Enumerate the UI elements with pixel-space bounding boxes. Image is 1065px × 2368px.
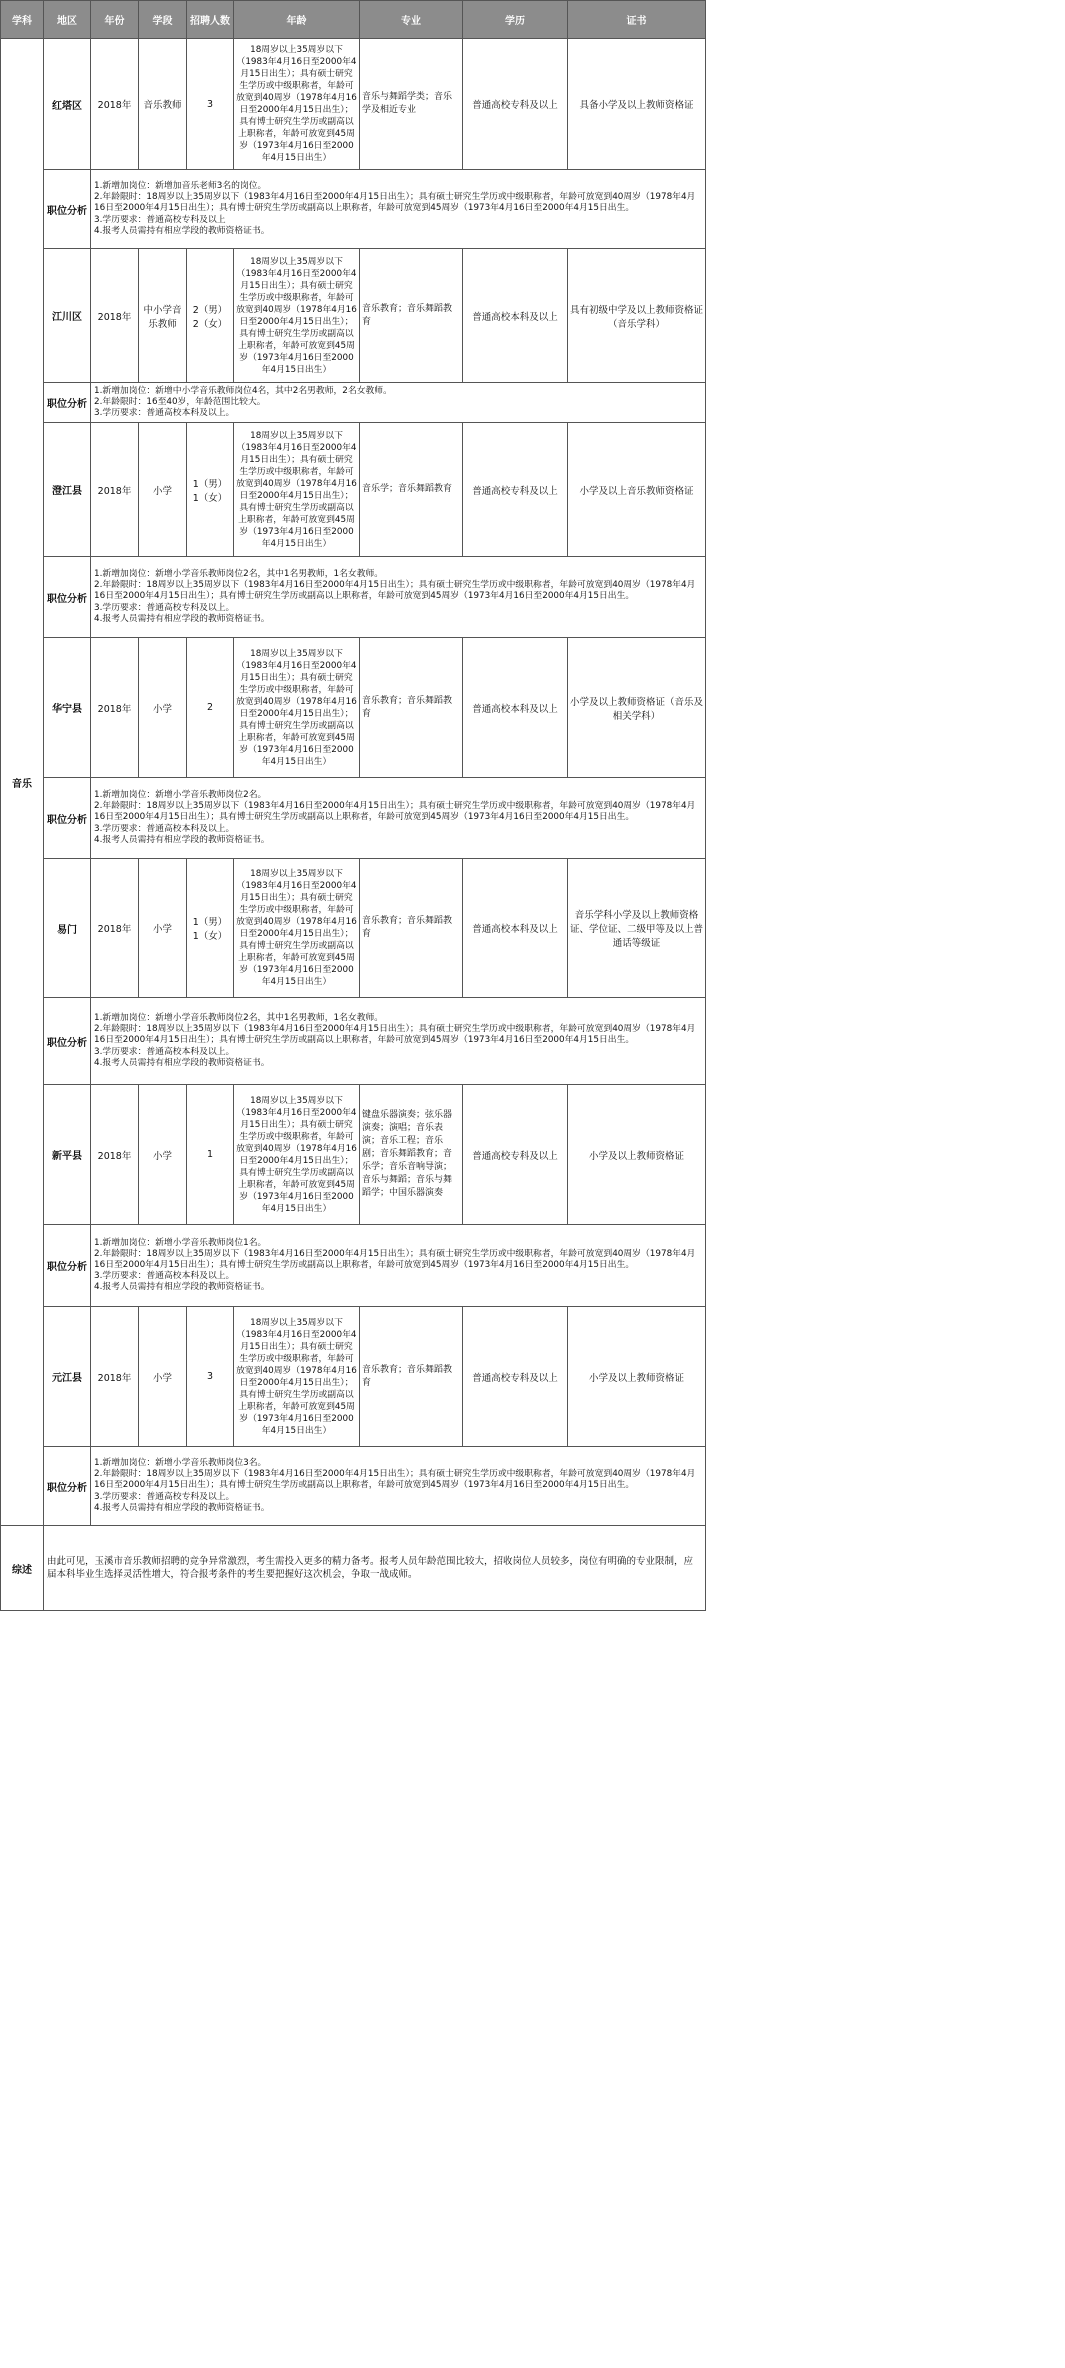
major-cell: 音乐学；音乐舞蹈教育 bbox=[360, 423, 463, 557]
major-cell: 音乐与舞蹈学类；音乐学及相近专业 bbox=[360, 39, 463, 170]
analysis-row bbox=[1, 1447, 706, 1526]
analysis-line: 1.新增加岗位：新增中小学音乐教师岗位4名，其中2名男教师，2名女教师。 bbox=[94, 385, 392, 396]
stage-cell: 小学 bbox=[139, 638, 187, 778]
analysis-line: 1.新增加岗位：新增小学音乐教师岗位3名。 bbox=[94, 1458, 267, 1469]
analysis-line: 3.学历要求：普通高校本科及以上。 bbox=[94, 408, 235, 419]
analysis-row bbox=[1, 557, 706, 638]
analysis-line: 4.报考人员需持有相应学段的教师资格证书。 bbox=[94, 613, 270, 624]
num-cell-line: 2（男） bbox=[192, 304, 228, 316]
region-cell: 易门 bbox=[44, 859, 91, 998]
edu-cell: 普通高校本科及以上 bbox=[463, 638, 568, 778]
region-cell: 元江县 bbox=[44, 1307, 91, 1447]
analysis-row bbox=[1, 1225, 706, 1307]
year-cell: 2018年 bbox=[91, 638, 139, 778]
stage-cell: 小学 bbox=[139, 423, 187, 557]
analysis-line: 1.新增加岗位：新增小学音乐教师岗位2名，其中1名男教师，1名女教师。 bbox=[94, 569, 384, 580]
region-cell: 澄江县 bbox=[44, 423, 91, 557]
analysis-line: 3.学历要求：普通高校专科及以上。 bbox=[94, 602, 235, 613]
data-row bbox=[1, 859, 706, 998]
num-cell-line: 1（女） bbox=[192, 492, 228, 504]
analysis-line: 4.报考人员需持有相应学段的教师资格证书。 bbox=[94, 1502, 270, 1513]
cert-cell: 具有初级中学及以上教师资格证（音乐学科） bbox=[568, 249, 706, 383]
analysis-label: 职位分析 bbox=[44, 998, 91, 1085]
year-cell: 2018年 bbox=[91, 423, 139, 557]
analysis-line: 3.学历要求：普通高校专科及以上。 bbox=[94, 1491, 235, 1502]
analysis-content bbox=[91, 778, 706, 859]
analysis-line: 1.新增加岗位：新增小学音乐教师岗位1名。 bbox=[94, 1237, 267, 1248]
stage-cell: 中小学音乐教师 bbox=[139, 249, 187, 383]
analysis-line: 1.新增加岗位：新增加音乐老师3名的岗位。 bbox=[94, 181, 267, 192]
cert-cell: 具备小学及以上教师资格证 bbox=[568, 39, 706, 170]
year-cell: 2018年 bbox=[91, 39, 139, 170]
stage-cell: 小学 bbox=[139, 859, 187, 998]
num-cell bbox=[187, 423, 234, 557]
num-cell-line: 1（男） bbox=[192, 478, 228, 490]
analysis-row bbox=[1, 170, 706, 249]
num-cell-line: 1（男） bbox=[192, 917, 228, 928]
data-row bbox=[1, 423, 706, 557]
analysis-line: 2.年龄限时：16至40岁，年龄范围比较大。 bbox=[94, 396, 266, 407]
age-cell: 18周岁以上35周岁以下（1983年4月16日至2000年4月15日出生）；具有硕士研究生学历或中级职称者，年龄可放宽到40周岁（1978年4月16日至2000年4月15日出生）；具有博士研究生学历或副高以上职称者，年龄可放宽到45周岁（1973年4月16日至2000年4月15日出生） bbox=[234, 638, 360, 778]
analysis-label: 职位分析 bbox=[44, 1447, 91, 1526]
header-num: 招聘人数 bbox=[187, 1, 234, 39]
analysis-line: 2.年龄限时：18周岁以上35周岁以下（1983年4月16日至2000年4月15日出生）；具有硕士研究生学历或中级职称者，年龄可放宽到40周岁（1978年4月16日至2000年4月15日出生）；具有博士研究生学历或副高以上职称者，年龄可放宽到45周岁（1973年4月16日至2000年4月15日出生。 bbox=[94, 801, 696, 823]
stage-cell: 小学 bbox=[139, 1307, 187, 1447]
edu-cell: 普通高校专科及以上 bbox=[463, 39, 568, 170]
analysis-line: 2.年龄限时：18周岁以上35周岁以下（1983年4月16日至2000年4月15日出生）；具有硕士研究生学历或中级职称者，年龄可放宽到40周岁（1978年4月16日至2000年4月15日出生）；具有博士研究生学历或副高以上职称者，年龄可放宽到45周岁（1973年4月16日至2000年4月15日出生。 bbox=[94, 1469, 696, 1491]
analysis-content bbox=[91, 557, 706, 638]
major-cell: 键盘乐器演奏；弦乐器演奏；演唱；音乐表演；音乐工程；音乐剧；音乐舞蹈教育；音乐学；音乐音响导演；音乐与舞蹈；音乐与舞蹈学；中国乐器演奏 bbox=[360, 1085, 463, 1225]
year-cell: 2018年 bbox=[91, 1307, 139, 1447]
cert-cell: 小学及以上教师资格证 bbox=[568, 1085, 706, 1225]
summary-label: 综述 bbox=[1, 1526, 44, 1611]
analysis-label: 职位分析 bbox=[44, 1225, 91, 1307]
num-cell-line: 2（女） bbox=[192, 318, 228, 330]
edu-cell: 普通高校专科及以上 bbox=[463, 1307, 568, 1447]
subject-cell: 音乐 bbox=[1, 39, 44, 1526]
analysis-line: 2.年龄限时：18周岁以上35周岁以下（1983年4月16日至2000年4月15日出生）；具有硕士研究生学历或中级职称者，年龄可放宽到40周岁（1978年4月16日至2000年4月15日出生）；具有博士研究生学历或副高以上职称者，年龄可放宽到45周岁（1973年4月16日至2000年4月15日出生。 bbox=[94, 580, 696, 602]
header-edu: 学历 bbox=[463, 1, 568, 39]
analysis-line: 4.报考人员需持有相应学段的教师资格证书。 bbox=[94, 1282, 270, 1293]
analysis-line: 2.年龄限时：18周岁以上35周岁以下（1983年4月16日至2000年4月15日出生）；具有硕士研究生学历或中级职称者，年龄可放宽到40周岁（1978年4月16日至2000年4月15日出生）；具有博士研究生学历或副高以上职称者，年龄可放宽到45周岁（1973年4月16日至2000年4月15日出生。 bbox=[94, 1024, 696, 1046]
data-row bbox=[1, 249, 706, 383]
data-row bbox=[1, 1085, 706, 1225]
age-cell: 18周岁以上35周岁以下（1983年4月16日至2000年4月15日出生）；具有硕士研究生学历或中级职称者，年龄可放宽到40周岁（1978年4月16日至2000年4月15日出生）；具有博士研究生学历或副高以上职称者，年龄可放宽到45周岁（1973年4月16日至2000年4月15日出生） bbox=[234, 39, 360, 170]
major-cell: 音乐教育；音乐舞蹈教育 bbox=[360, 859, 463, 998]
cert-cell: 小学及以上教师资格证 bbox=[568, 1307, 706, 1447]
num-cell: 3 bbox=[187, 1307, 234, 1447]
analysis-content bbox=[91, 383, 706, 423]
num-cell: 2 bbox=[187, 638, 234, 778]
analysis-row bbox=[1, 778, 706, 859]
analysis-line: 3.学历要求：普通高校本科及以上。 bbox=[94, 823, 235, 834]
analysis-label: 职位分析 bbox=[44, 778, 91, 859]
edu-cell: 普通高校专科及以上 bbox=[463, 423, 568, 557]
region-cell: 江川区 bbox=[44, 249, 91, 383]
summary-text: 由此可见，玉溪市音乐教师招聘的竞争异常激烈，考生需投入更多的精力备考。报考人员年龄范围比较大，招收岗位人员较多，岗位有明确的专业限制，应届本科毕业生选择灵活性增大，符合报考条件的考生要把握好这次机会，争取一战成师。 bbox=[44, 1526, 706, 1611]
edu-cell: 普通高校本科及以上 bbox=[463, 249, 568, 383]
analysis-line: 3.学历要求：普通高校专科及以上 bbox=[94, 214, 226, 225]
analysis-row bbox=[1, 998, 706, 1085]
edu-cell: 普通高校专科及以上 bbox=[463, 1085, 568, 1225]
age-cell: 18周岁以上35周岁以下（1983年4月16日至2000年4月15日出生）；具有硕士研究生学历或中级职称者，年龄可放宽到40周岁（1978年4月16日至2000年4月15日出生）；具有博士研究生学历或副高以上职称者，年龄可放宽到45周岁（1973年4月16日至2000年4月15日出生） bbox=[234, 1307, 360, 1447]
recruitment-table bbox=[0, 0, 706, 1611]
edu-cell: 普通高校本科及以上 bbox=[463, 859, 568, 998]
header-region: 地区 bbox=[44, 1, 91, 39]
analysis-line: 1.新增加岗位：新增小学音乐教师岗位2名。 bbox=[94, 790, 267, 801]
num-cell bbox=[187, 249, 234, 383]
age-cell: 18周岁以上35周岁以下（1983年4月16日至2000年4月15日出生）；具有硕士研究生学历或中级职称者，年龄可放宽到40周岁（1978年4月16日至2000年4月15日出生）；具有博士研究生学历或副高以上职称者，年龄可放宽到45周岁（1973年4月16日至2000年4月15日出生） bbox=[234, 249, 360, 383]
cert-cell: 小学及以上教师资格证（音乐及相关学科） bbox=[568, 638, 706, 778]
analysis-line: 3.学历要求：普通高校本科及以上。 bbox=[94, 1046, 235, 1057]
year-cell: 2018年 bbox=[91, 859, 139, 998]
age-cell: 18周岁以上35周岁以下（1983年4月16日至2000年4月15日出生）；具有硕士研究生学历或中级职称者，年龄可放宽到40周岁（1978年4月16日至2000年4月15日出生）；具有博士研究生学历或副高以上职称者，年龄可放宽到45周岁（1973年4月16日至2000年4月15日出生） bbox=[234, 1085, 360, 1225]
data-row bbox=[1, 638, 706, 778]
data-row bbox=[1, 1307, 706, 1447]
year-cell: 2018年 bbox=[91, 249, 139, 383]
analysis-label: 职位分析 bbox=[44, 383, 91, 423]
header-stage: 学段 bbox=[139, 1, 187, 39]
table-body bbox=[1, 39, 706, 1611]
num-cell: 1 bbox=[187, 1085, 234, 1225]
data-row bbox=[1, 39, 706, 170]
analysis-row bbox=[1, 383, 706, 423]
header-age: 年龄 bbox=[234, 1, 360, 39]
cert-cell: 音乐学科小学及以上教师资格证、学位证、二级甲等及以上普通话等级证 bbox=[568, 859, 706, 998]
region-cell: 红塔区 bbox=[44, 39, 91, 170]
header-year: 年份 bbox=[91, 1, 139, 39]
header-subject: 学科 bbox=[1, 1, 44, 39]
analysis-label: 职位分析 bbox=[44, 170, 91, 249]
major-cell: 音乐教育；音乐舞蹈教育 bbox=[360, 638, 463, 778]
analysis-content bbox=[91, 1447, 706, 1526]
header-major: 专业 bbox=[360, 1, 463, 39]
major-cell: 音乐教育；音乐舞蹈教育 bbox=[360, 1307, 463, 1447]
header-row bbox=[1, 1, 706, 39]
region-cell: 新平县 bbox=[44, 1085, 91, 1225]
analysis-label: 职位分析 bbox=[44, 557, 91, 638]
summary-row bbox=[1, 1526, 706, 1611]
major-cell: 音乐教育；音乐舞蹈教育 bbox=[360, 249, 463, 383]
cert-cell: 小学及以上音乐教师资格证 bbox=[568, 423, 706, 557]
region-cell: 华宁县 bbox=[44, 638, 91, 778]
analysis-line: 4.报考人员需持有相应学段的教师资格证书。 bbox=[94, 1057, 270, 1068]
num-cell bbox=[187, 859, 234, 998]
stage-cell: 小学 bbox=[139, 1085, 187, 1225]
analysis-line: 4.报考人员需持有相应学段的教师资格证书。 bbox=[94, 834, 270, 845]
analysis-content bbox=[91, 998, 706, 1085]
num-cell-line: 1（女） bbox=[192, 931, 228, 942]
analysis-content bbox=[91, 170, 706, 249]
analysis-line: 1.新增加岗位：新增小学音乐教师岗位2名，其中1名男教师，1名女教师。 bbox=[94, 1013, 384, 1024]
num-cell: 3 bbox=[187, 39, 234, 170]
analysis-line: 3.学历要求：普通高校本科及以上。 bbox=[94, 1271, 235, 1282]
year-cell: 2018年 bbox=[91, 1085, 139, 1225]
age-cell: 18周岁以上35周岁以下（1983年4月16日至2000年4月15日出生）；具有硕士研究生学历或中级职称者，年龄可放宽到40周岁（1978年4月16日至2000年4月15日出生）；具有博士研究生学历或副高以上职称者，年龄可放宽到45周岁（1973年4月16日至2000年4月15日出生） bbox=[234, 859, 360, 998]
age-cell: 18周岁以上35周岁以下（1983年4月16日至2000年4月15日出生）；具有硕士研究生学历或中级职称者，年龄可放宽到40周岁（1978年4月16日至2000年4月15日出生）；具有博士研究生学历或副高以上职称者，年龄可放宽到45周岁（1973年4月16日至2000年4月15日出生） bbox=[234, 423, 360, 557]
header-cert: 证书 bbox=[568, 1, 706, 39]
analysis-line: 2.年龄限时：18周岁以上35周岁以下（1983年4月16日至2000年4月15日出生）；具有硕士研究生学历或中级职称者，年龄可放宽到40周岁（1978年4月16日至2000年4月15日出生）；具有博士研究生学历或副高以上职称者，年龄可放宽到45周岁（1973年4月16日至2000年4月15日出生。 bbox=[94, 1248, 696, 1270]
stage-cell: 音乐教师 bbox=[139, 39, 187, 170]
analysis-content bbox=[91, 1225, 706, 1307]
analysis-line: 2.年龄限时：18周岁以上35周岁以下（1983年4月16日至2000年4月15日出生）；具有硕士研究生学历或中级职称者，年龄可放宽到40周岁（1978年4月16日至2000年4月15日出生）；具有博士研究生学历或副高以上职称者，年龄可放宽到45周岁（1973年4月16日至2000年4月15日出生。 bbox=[94, 192, 696, 214]
analysis-line: 4.报考人员需持有相应学段的教师资格证书。 bbox=[94, 225, 270, 236]
